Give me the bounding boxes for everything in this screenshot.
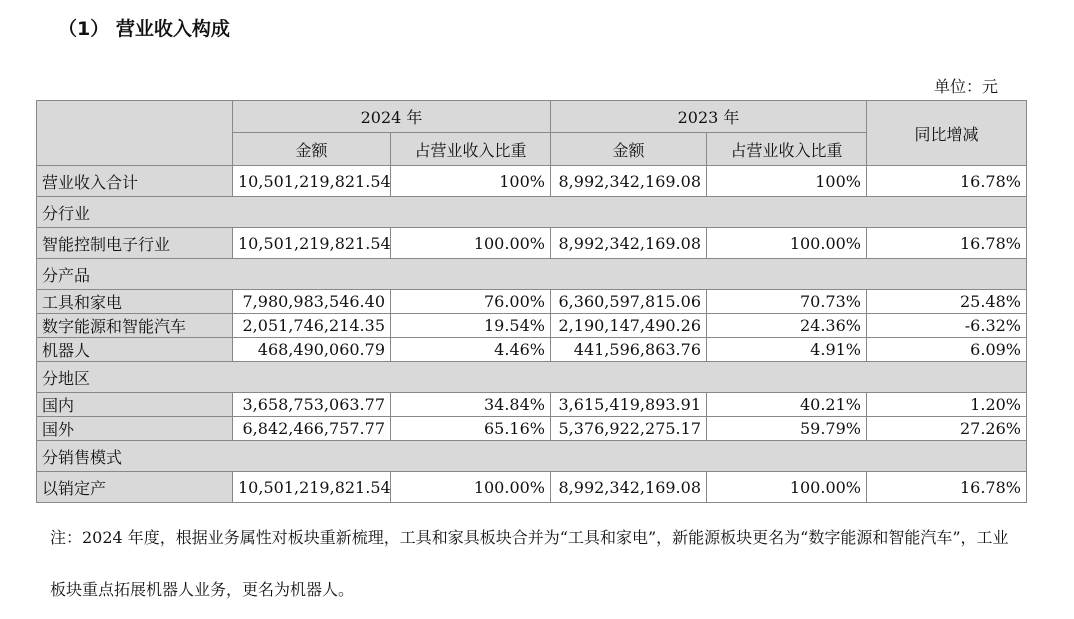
share-2023: 4.91%	[707, 338, 867, 362]
yoy-change: 27.26%	[867, 417, 1027, 441]
table-row	[37, 417, 1027, 441]
share-2024: 100%	[391, 166, 551, 197]
table-row	[37, 290, 1027, 314]
header-amount-2023: 金额	[551, 133, 707, 166]
header-year-2024: 2024 年	[233, 101, 551, 133]
header-yoy: 同比增减	[867, 101, 1027, 166]
share-2024: 19.54%	[391, 314, 551, 338]
yoy-change: 25.48%	[867, 290, 1027, 314]
row-label: 以销定产	[37, 472, 233, 503]
amount-2024: 3,658,753,063.77	[233, 393, 391, 417]
row-label: 国内	[37, 393, 233, 417]
amount-2023: 8,992,342,169.08	[551, 166, 707, 197]
table-row	[37, 338, 1027, 362]
share-2024: 100.00%	[391, 472, 551, 503]
share-2023: 100.00%	[707, 228, 867, 259]
amount-2023: 5,376,922,275.17	[551, 417, 707, 441]
section-label: 分地区	[37, 362, 1027, 393]
row-label: 数字能源和智能汽车	[37, 314, 233, 338]
share-2023: 59.79%	[707, 417, 867, 441]
amount-2023: 3,615,419,893.91	[551, 393, 707, 417]
row-label: 工具和家电	[37, 290, 233, 314]
share-2024: 4.46%	[391, 338, 551, 362]
header-share-2024: 占营业收入比重	[391, 133, 551, 166]
amount-2023: 8,992,342,169.08	[551, 472, 707, 503]
share-2023: 40.21%	[707, 393, 867, 417]
section-label: 分销售模式	[37, 441, 1027, 472]
amount-2023: 6,360,597,815.06	[551, 290, 707, 314]
share-2023: 100%	[707, 166, 867, 197]
amount-2024: 10,501,219,821.54	[233, 166, 391, 197]
header-amount-2024: 金额	[233, 133, 391, 166]
amount-2024: 468,490,060.79	[233, 338, 391, 362]
amount-2023: 441,596,863.76	[551, 338, 707, 362]
amount-2024: 2,051,746,214.35	[233, 314, 391, 338]
share-2024: 76.00%	[391, 290, 551, 314]
yoy-change: -6.32%	[867, 314, 1027, 338]
unit-label: 单位：元	[933, 77, 998, 96]
amount-2024: 10,501,219,821.54	[233, 228, 391, 259]
section-row	[37, 197, 1027, 228]
header-blank	[37, 101, 233, 166]
amount-2024: 6,842,466,757.77	[233, 417, 391, 441]
section-row	[37, 362, 1027, 393]
table-body	[37, 166, 1027, 503]
amount-2024: 10,501,219,821.54	[233, 472, 391, 503]
share-2023: 100.00%	[707, 472, 867, 503]
share-2023: 24.36%	[707, 314, 867, 338]
table-row	[37, 472, 1027, 503]
yoy-change: 16.78%	[867, 472, 1027, 503]
table-row	[37, 166, 1027, 197]
header-share-2023: 占营业收入比重	[707, 133, 867, 166]
section-row	[37, 259, 1027, 290]
table-row	[37, 393, 1027, 417]
section-label: 分产品	[37, 259, 1027, 290]
footnote: 注：2024 年度，根据业务属性对板块重新梳理，工具和家具板块合并为“工具和家电”，新能源板块更名为“数字能源和智能汽车”，工业板块重点拓展机器人业务，更名为机器人。	[50, 528, 1009, 599]
yoy-change: 1.20%	[867, 393, 1027, 417]
share-2024: 34.84%	[391, 393, 551, 417]
row-label: 营业收入合计	[37, 166, 233, 197]
amount-2024: 7,980,983,546.40	[233, 290, 391, 314]
share-2024: 65.16%	[391, 417, 551, 441]
section-label: 分行业	[37, 197, 1027, 228]
table-row	[37, 314, 1027, 338]
header-year-2023: 2023 年	[551, 101, 867, 133]
yoy-change: 16.78%	[867, 228, 1027, 259]
row-label: 国外	[37, 417, 233, 441]
table-row	[37, 228, 1027, 259]
yoy-change: 6.09%	[867, 338, 1027, 362]
row-label: 机器人	[37, 338, 233, 362]
amount-2023: 2,190,147,490.26	[551, 314, 707, 338]
share-2023: 70.73%	[707, 290, 867, 314]
section-row	[37, 441, 1027, 472]
row-label: 智能控制电子行业	[37, 228, 233, 259]
amount-2023: 8,992,342,169.08	[551, 228, 707, 259]
yoy-change: 16.78%	[867, 166, 1027, 197]
revenue-composition-table	[36, 100, 1027, 503]
share-2024: 100.00%	[391, 228, 551, 259]
section-title: （1） 营业收入构成	[58, 18, 230, 40]
